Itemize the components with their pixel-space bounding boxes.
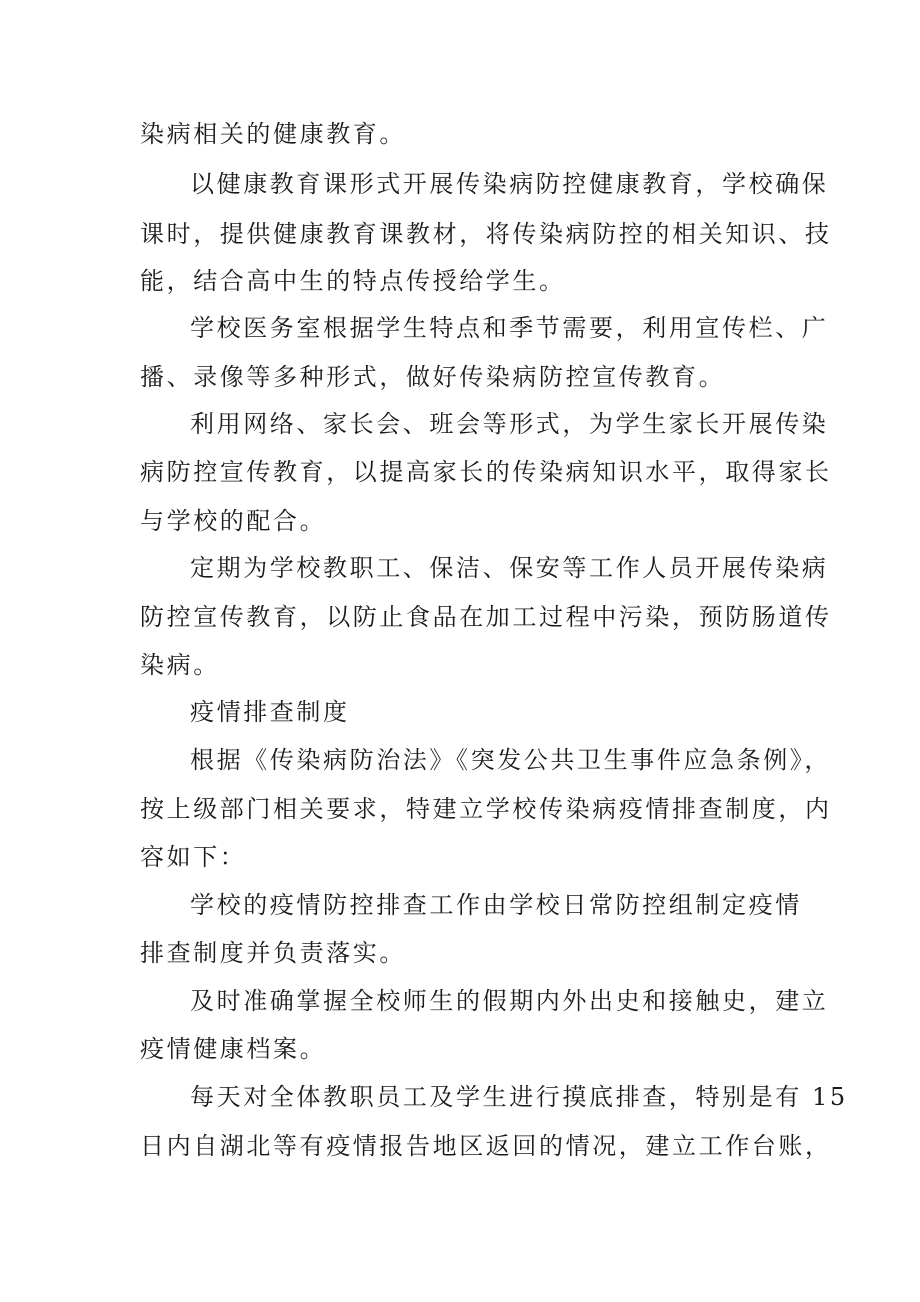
text-line: 与学校的配合。 bbox=[140, 507, 327, 535]
text-line: 日内自湖北等有疫情报告地区返回的情况，建立工作台账， bbox=[140, 1132, 832, 1160]
text-line: 排查制度并负责落实。 bbox=[140, 939, 406, 967]
text-line: 定期为学校教职工、保洁、保安等工作人员开展传染病 bbox=[190, 554, 829, 582]
text-line: 能，结合高中生的特点传授给学生。 bbox=[140, 267, 566, 295]
text-line: 根据《传染病防治法》《突发公共卫生事件应急条例》， bbox=[190, 746, 831, 774]
text-line: 课时，提供健康教育课教材，将传染病防控的相关知识、技 bbox=[140, 220, 832, 248]
text-line: 疫情健康档案。 bbox=[140, 1035, 327, 1063]
text-line: 学校的疫情防控排查工作由学校日常防控组制定疫情 bbox=[190, 891, 802, 919]
text-line: 及时准确掌握全校师生的假期内外出史和接触史，建立 bbox=[190, 987, 829, 1015]
text-line: 按上级部门相关要求，特建立学校传染病疫情排查制度，内 bbox=[140, 795, 832, 823]
text-line: 染病相关的健康教育。 bbox=[140, 120, 406, 148]
text-line: 学校医务室根据学生特点和季节需要，利用宣传栏、广 bbox=[190, 314, 829, 342]
text-line: 染病。 bbox=[140, 651, 220, 679]
text-line: 利用网络、家长会、班会等形式，为学生家长开展传染 bbox=[190, 410, 829, 438]
text-line: 播、录像等多种形式，做好传染病防控宣传教育。 bbox=[140, 363, 726, 391]
section-heading: 疫情排查制度 bbox=[190, 698, 350, 726]
text-line: 每天对全体教职员工及学生进行摸底排查，特别是有 15 bbox=[190, 1083, 848, 1111]
text-line: 病防控宣传教育，以提高家长的传染病知识水平，取得家长 bbox=[140, 458, 832, 486]
text-line: 防控宣传教育，以防止食品在加工过程中污染，预防肠道传 bbox=[140, 603, 832, 631]
text-line: 以健康教育课形式开展传染病防控健康教育，学校确保 bbox=[190, 170, 829, 198]
text-line: 容如下： bbox=[140, 843, 247, 871]
